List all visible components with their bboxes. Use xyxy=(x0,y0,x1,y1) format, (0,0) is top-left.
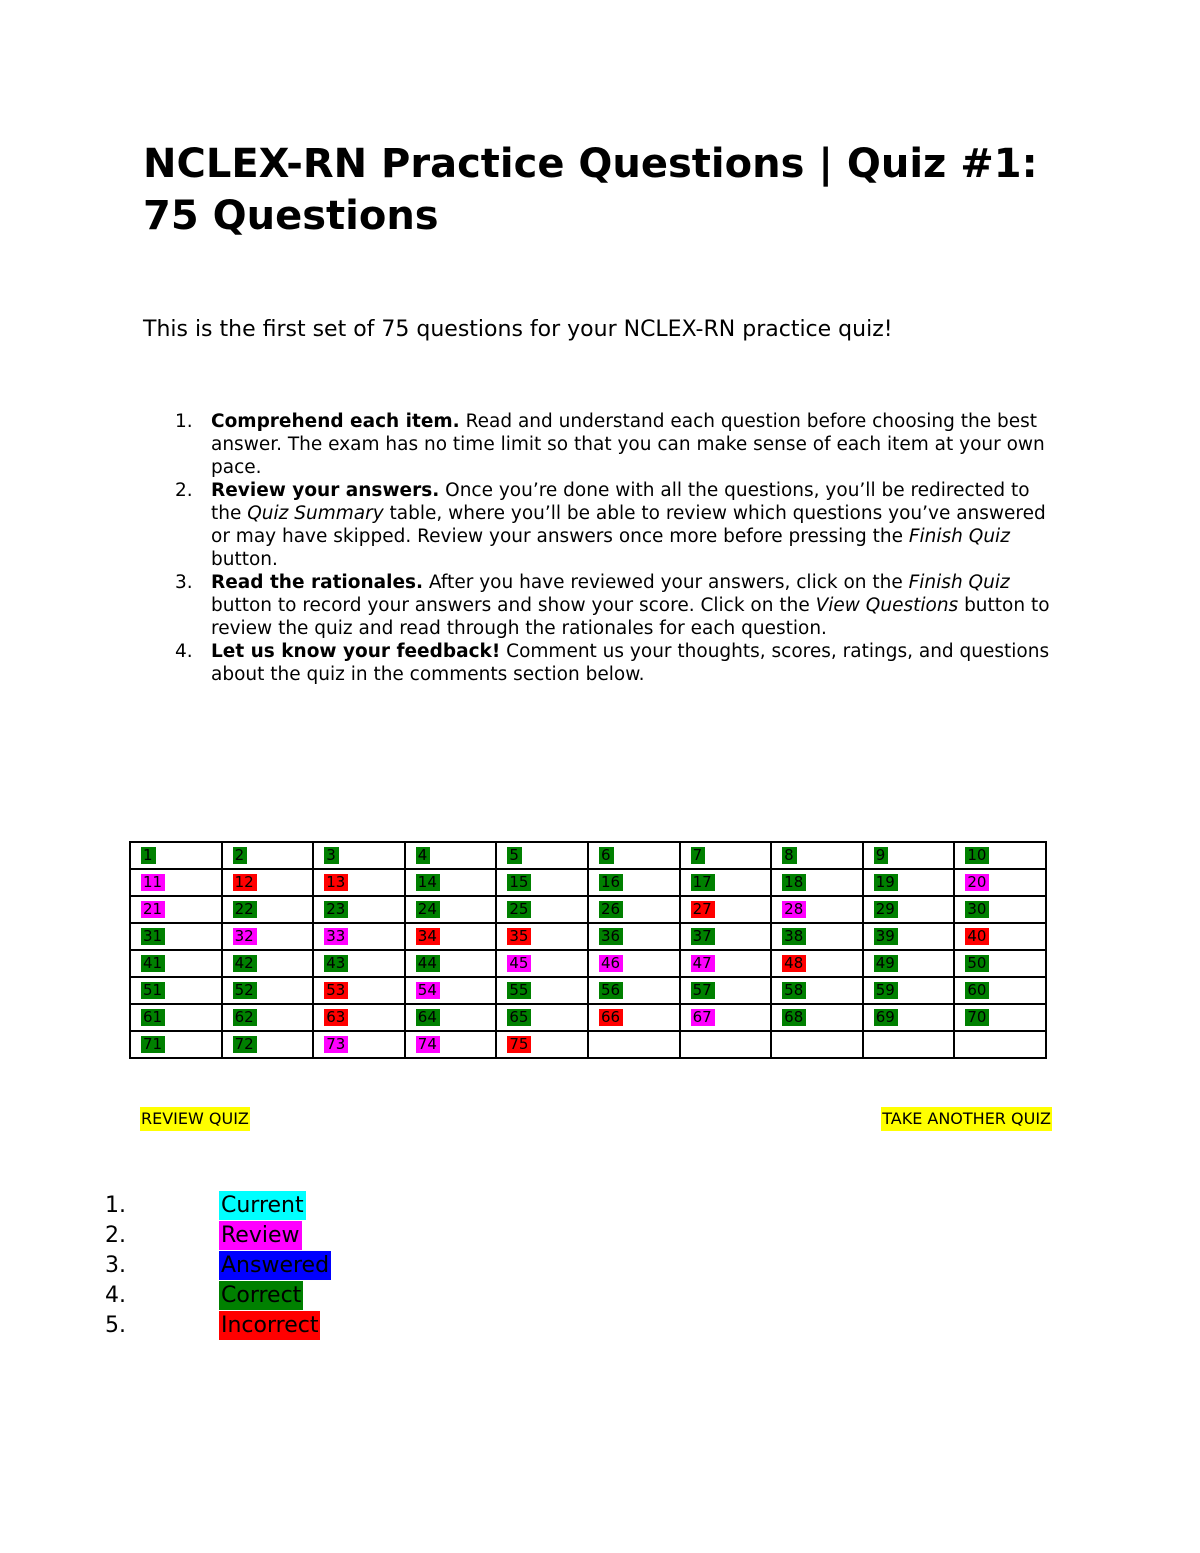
question-number-12[interactable]: 12 xyxy=(233,874,257,891)
question-number-32[interactable]: 32 xyxy=(233,928,257,945)
grid-cell xyxy=(496,923,588,950)
grid-row xyxy=(130,950,1046,977)
grid-cell xyxy=(222,842,314,869)
quiz-links xyxy=(140,1107,1052,1131)
question-number-40[interactable]: 40 xyxy=(965,928,989,945)
question-number-35[interactable]: 35 xyxy=(507,928,531,945)
legend-number: 3. xyxy=(105,1253,126,1278)
grid-cell xyxy=(680,1031,772,1058)
question-number-37[interactable]: 37 xyxy=(691,928,715,945)
question-number-15[interactable]: 15 xyxy=(507,874,531,891)
grid-cell xyxy=(405,1004,497,1031)
instruction-heading: Comprehend each item. xyxy=(211,411,460,432)
grid-cell xyxy=(405,869,497,896)
question-number-20[interactable]: 20 xyxy=(965,874,989,891)
question-number-58[interactable]: 58 xyxy=(782,982,806,999)
grid-cell xyxy=(222,1004,314,1031)
question-number-44[interactable]: 44 xyxy=(416,955,440,972)
question-number-53[interactable]: 53 xyxy=(324,982,348,999)
question-number-13[interactable]: 13 xyxy=(324,874,348,891)
question-number-3[interactable]: 3 xyxy=(324,847,339,864)
grid-cell xyxy=(954,842,1046,869)
question-number-21[interactable]: 21 xyxy=(141,901,165,918)
grid-row xyxy=(130,869,1046,896)
grid-cell xyxy=(863,896,955,923)
question-number-36[interactable]: 36 xyxy=(599,928,623,945)
legend-label-correct: Correct xyxy=(221,1283,302,1308)
instruction-number: 4. xyxy=(175,641,193,662)
grid-cell xyxy=(222,923,314,950)
grid-cell xyxy=(863,869,955,896)
question-number-18[interactable]: 18 xyxy=(782,874,806,891)
question-number-4[interactable]: 4 xyxy=(416,847,431,864)
grid-cell xyxy=(863,1004,955,1031)
grid-cell xyxy=(130,1004,222,1031)
grid-cell xyxy=(496,896,588,923)
question-number-52[interactable]: 52 xyxy=(233,982,257,999)
grid-cell xyxy=(588,950,680,977)
question-number-11[interactable]: 11 xyxy=(141,874,165,891)
question-number-23[interactable]: 23 xyxy=(324,901,348,918)
grid-cell xyxy=(588,1004,680,1031)
grid-cell xyxy=(313,1004,405,1031)
question-number-6[interactable]: 6 xyxy=(599,847,614,864)
question-number-74[interactable]: 74 xyxy=(416,1036,440,1053)
grid-cell xyxy=(954,950,1046,977)
intro-text: This is the first set of 75 questions for your NCLEX-RN practice quiz! xyxy=(143,317,893,342)
grid-cell xyxy=(588,896,680,923)
grid-cell xyxy=(405,842,497,869)
grid-cell xyxy=(771,1004,863,1031)
legend-label-review: Review xyxy=(221,1223,300,1248)
question-number-31[interactable]: 31 xyxy=(141,928,165,945)
grid-cell xyxy=(496,1031,588,1058)
question-number-55[interactable]: 55 xyxy=(507,982,531,999)
grid-cell xyxy=(313,1031,405,1058)
legend-label-incorrect: Incorrect xyxy=(221,1313,319,1338)
question-number-68[interactable]: 68 xyxy=(782,1009,806,1026)
instruction-number: 1. xyxy=(175,411,193,432)
question-number-41[interactable]: 41 xyxy=(141,955,165,972)
grid-cell xyxy=(130,950,222,977)
question-number-42[interactable]: 42 xyxy=(233,955,257,972)
legend-number: 1. xyxy=(105,1193,126,1218)
question-number-2[interactable]: 2 xyxy=(233,847,248,864)
grid-cell xyxy=(771,869,863,896)
grid-cell xyxy=(313,977,405,1004)
grid-cell xyxy=(405,923,497,950)
grid-cell xyxy=(588,923,680,950)
grid-row xyxy=(130,977,1046,1004)
question-number-69[interactable]: 69 xyxy=(874,1009,898,1026)
grid-cell xyxy=(680,977,772,1004)
grid-cell xyxy=(771,923,863,950)
question-number-14[interactable]: 14 xyxy=(416,874,440,891)
review-quiz-button[interactable]: REVIEW QUIZ xyxy=(140,1107,250,1131)
grid-cell xyxy=(496,1004,588,1031)
grid-cell xyxy=(405,950,497,977)
question-number-63[interactable]: 63 xyxy=(324,1009,348,1026)
grid-row xyxy=(130,842,1046,869)
legend-label-answered: Answered xyxy=(221,1253,330,1278)
grid-cell xyxy=(222,1031,314,1058)
instruction-item: 1. Comprehend each item. Read and understand each question before choosing the best answer. The exam has no time limit so that you can make sense of each item at your own pace. xyxy=(175,411,1045,478)
grid-cell xyxy=(405,977,497,1004)
grid-cell xyxy=(130,869,222,896)
grid-cell xyxy=(954,869,1046,896)
question-number-17[interactable]: 17 xyxy=(691,874,715,891)
instruction-item: 3. Read the rationales. After you have reviewed your answers, click on the Finish Quiz button to record your answers and show your score. Click on the View Questions button to review the quiz and read through the rationales for each question. xyxy=(175,572,1050,639)
question-number-28[interactable]: 28 xyxy=(782,901,806,918)
grid-cell xyxy=(771,896,863,923)
grid-cell xyxy=(863,1031,955,1058)
grid-cell xyxy=(222,869,314,896)
question-number-33[interactable]: 33 xyxy=(324,928,348,945)
question-number-29[interactable]: 29 xyxy=(874,901,898,918)
question-number-65[interactable]: 65 xyxy=(507,1009,531,1026)
grid-cell xyxy=(954,896,1046,923)
grid-cell xyxy=(680,896,772,923)
instruction-heading: Let us know your feedback! xyxy=(211,641,501,662)
question-number-56[interactable]: 56 xyxy=(599,982,623,999)
question-number-70[interactable]: 70 xyxy=(965,1009,989,1026)
grid-cell xyxy=(863,923,955,950)
instruction-heading: Read the rationales. xyxy=(211,572,424,593)
grid-cell xyxy=(680,1004,772,1031)
grid-cell xyxy=(954,1031,1046,1058)
take-another-quiz-button[interactable]: TAKE ANOTHER QUIZ xyxy=(881,1107,1052,1131)
question-number-8[interactable]: 8 xyxy=(782,847,797,864)
grid-cell xyxy=(313,950,405,977)
question-number-71[interactable]: 71 xyxy=(141,1036,165,1053)
question-number-9[interactable]: 9 xyxy=(874,847,889,864)
grid-cell xyxy=(954,1004,1046,1031)
grid-cell xyxy=(496,869,588,896)
question-number-1[interactable]: 1 xyxy=(141,847,156,864)
grid-cell xyxy=(863,977,955,1004)
grid-cell xyxy=(771,842,863,869)
grid-cell xyxy=(130,842,222,869)
question-number-61[interactable]: 61 xyxy=(141,1009,165,1026)
question-number-16[interactable]: 16 xyxy=(599,874,623,891)
grid-cell xyxy=(130,1031,222,1058)
instruction-item: 4. Let us know your feedback! Comment us your thoughts, scores, ratings, and questions about the quiz in the comments section below. xyxy=(175,641,1050,685)
question-number-72[interactable]: 72 xyxy=(233,1036,257,1053)
question-number-10[interactable]: 10 xyxy=(965,847,989,864)
grid-row xyxy=(130,1004,1046,1031)
question-number-38[interactable]: 38 xyxy=(782,928,806,945)
question-number-73[interactable]: 73 xyxy=(324,1036,348,1053)
grid-row xyxy=(130,923,1046,950)
question-number-43[interactable]: 43 xyxy=(324,955,348,972)
question-number-26[interactable]: 26 xyxy=(599,901,623,918)
legend-number: 4. xyxy=(105,1283,126,1308)
grid-cell xyxy=(130,977,222,1004)
legend-number: 2. xyxy=(105,1223,126,1248)
question-number-19[interactable]: 19 xyxy=(874,874,898,891)
grid-cell xyxy=(680,842,772,869)
grid-cell xyxy=(313,896,405,923)
question-number-47[interactable]: 47 xyxy=(691,955,715,972)
instructions-list xyxy=(175,410,1055,686)
grid-cell xyxy=(771,950,863,977)
grid-cell xyxy=(863,950,955,977)
question-number-25[interactable]: 25 xyxy=(507,901,531,918)
grid-cell xyxy=(496,950,588,977)
question-number-57[interactable]: 57 xyxy=(691,982,715,999)
grid-cell xyxy=(680,869,772,896)
grid-cell xyxy=(954,977,1046,1004)
grid-cell xyxy=(222,977,314,1004)
grid-cell xyxy=(313,842,405,869)
question-number-60[interactable]: 60 xyxy=(965,982,989,999)
question-number-49[interactable]: 49 xyxy=(874,955,898,972)
grid-row xyxy=(130,896,1046,923)
grid-cell xyxy=(405,896,497,923)
grid-cell xyxy=(130,896,222,923)
question-number-50[interactable]: 50 xyxy=(965,955,989,972)
grid-cell xyxy=(588,977,680,1004)
question-number-24[interactable]: 24 xyxy=(416,901,440,918)
grid-cell xyxy=(222,896,314,923)
grid-cell xyxy=(496,842,588,869)
question-number-64[interactable]: 64 xyxy=(416,1009,440,1026)
grid-cell xyxy=(588,1031,680,1058)
grid-cell xyxy=(771,977,863,1004)
question-number-7[interactable]: 7 xyxy=(691,847,706,864)
legend-number: 5. xyxy=(105,1313,126,1338)
grid-cell xyxy=(405,1031,497,1058)
grid-cell xyxy=(222,950,314,977)
grid-cell xyxy=(680,950,772,977)
grid-row xyxy=(130,1031,1046,1058)
question-number-34[interactable]: 34 xyxy=(416,928,440,945)
grid-cell xyxy=(130,923,222,950)
question-number-22[interactable]: 22 xyxy=(233,901,257,918)
question-number-45[interactable]: 45 xyxy=(507,955,531,972)
question-number-46[interactable]: 46 xyxy=(599,955,623,972)
grid-cell xyxy=(588,842,680,869)
question-number-75[interactable]: 75 xyxy=(507,1036,531,1053)
question-number-39[interactable]: 39 xyxy=(874,928,898,945)
question-number-27[interactable]: 27 xyxy=(691,901,715,918)
grid-cell xyxy=(496,977,588,1004)
instruction-number: 3. xyxy=(175,572,193,593)
grid-cell xyxy=(771,1031,863,1058)
question-number-67[interactable]: 67 xyxy=(691,1009,715,1026)
question-number-51[interactable]: 51 xyxy=(141,982,165,999)
question-number-54[interactable]: 54 xyxy=(416,982,440,999)
quiz-summary-grid xyxy=(129,841,1047,1059)
question-number-30[interactable]: 30 xyxy=(965,901,989,918)
grid-cell xyxy=(588,869,680,896)
question-number-5[interactable]: 5 xyxy=(507,847,522,864)
grid-cell xyxy=(680,923,772,950)
grid-cell xyxy=(954,923,1046,950)
grid-cell xyxy=(313,869,405,896)
legend-label-current: Current xyxy=(221,1193,304,1218)
question-number-66[interactable]: 66 xyxy=(599,1009,623,1026)
grid-cell xyxy=(863,842,955,869)
grid-cell xyxy=(313,923,405,950)
instruction-item: 2. Review your answers. Once you’re done with all the questions, you’ll be redirected to the Quiz Summary table, where you’ll be able to review which questions you’ve answered or may have skipped. Review your answers once more before pressing the Finish Quiz button. xyxy=(175,480,1046,570)
question-number-48[interactable]: 48 xyxy=(782,955,806,972)
instruction-heading: Review your answers. xyxy=(211,480,440,501)
page-title: NCLEX-RN Practice Questions | Quiz #1: 75 Questions xyxy=(143,141,1038,239)
instruction-number: 2. xyxy=(175,480,193,501)
question-number-59[interactable]: 59 xyxy=(874,982,898,999)
question-number-62[interactable]: 62 xyxy=(233,1009,257,1026)
